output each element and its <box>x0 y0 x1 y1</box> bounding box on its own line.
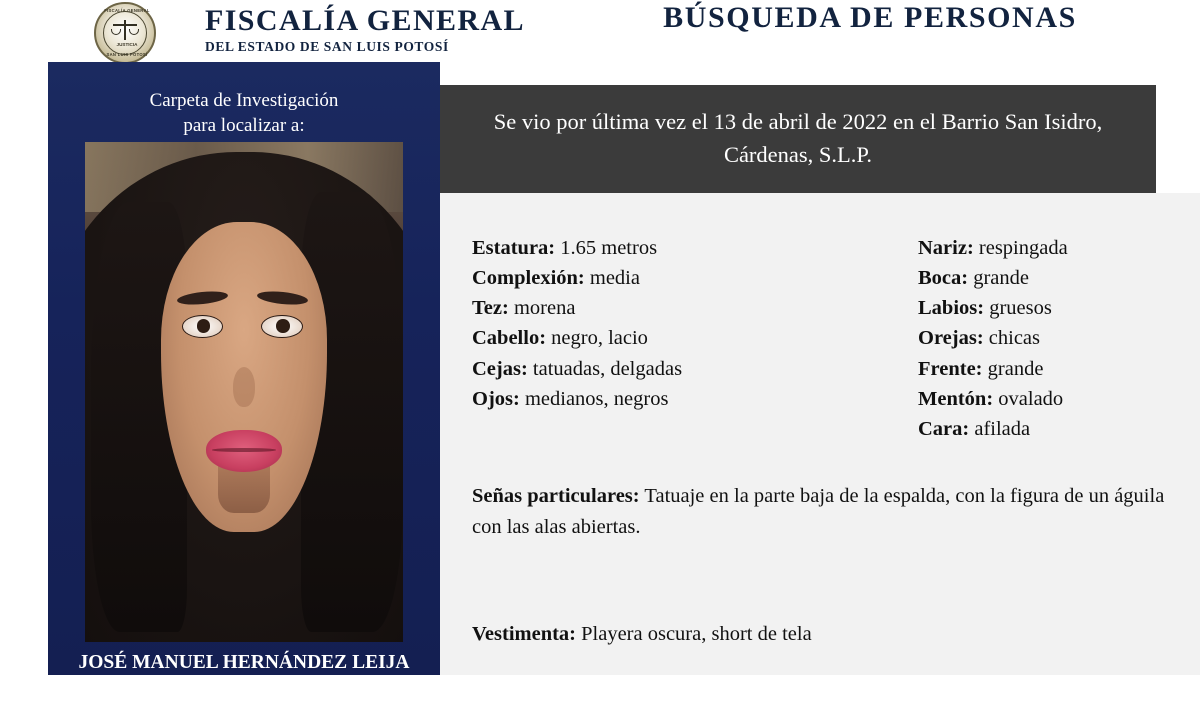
detail-value: morena <box>513 297 576 320</box>
detail-value: afilada <box>974 417 1031 440</box>
detail-row <box>472 354 802 384</box>
organization-subtitle: DEL ESTADO DE SAN LUIS POTOSÍ <box>205 39 449 54</box>
detail-key: Boca: <box>918 267 969 290</box>
seal-mid-text: JUSTICIA <box>116 42 138 47</box>
detail-row <box>472 323 802 353</box>
detail-key: Cabello: <box>472 327 547 350</box>
scales-of-justice-icon <box>112 20 138 42</box>
distinguishing-marks <box>472 481 1172 543</box>
detail-key: Mentón: <box>918 387 994 410</box>
detail-value: gruesos <box>989 297 1052 320</box>
detail-row <box>918 323 1200 353</box>
details-panel <box>440 193 1200 675</box>
detail-value: chicas <box>988 327 1041 350</box>
detail-row <box>918 263 1200 293</box>
detail-row <box>918 414 1200 444</box>
fiscalia-seal-icon <box>68 2 186 64</box>
details-column-left <box>472 233 802 414</box>
detail-value: 1.65 metros <box>560 237 658 259</box>
clothing <box>472 623 1172 646</box>
page-header <box>0 0 1200 62</box>
detail-value: grande <box>987 357 1044 380</box>
last-seen-text: Se vio por última vez el 13 de abril de 2022 en el Barrio San Isidro, Cárdenas, S.L.P. <box>493 109 1103 167</box>
distinguishing-marks-value: Tatuaje en la parte baja de la espalda, con la figura de un águila con las alas abiertas. <box>472 485 1165 538</box>
detail-key: Orejas: <box>918 327 984 350</box>
detail-value: tatuadas, delgadas <box>532 357 683 380</box>
case-file-line-2: para localizar a: <box>183 115 305 136</box>
clothing-label: Vestimenta: <box>472 623 577 645</box>
detail-key: Cejas: <box>472 357 528 380</box>
detail-row <box>918 233 1200 263</box>
detail-key: Nariz: <box>918 237 974 259</box>
seal-bottom-text: SAN LUIS POTOSÍ <box>106 52 148 57</box>
detail-row <box>918 384 1200 414</box>
organization-block <box>205 6 525 55</box>
detail-key: Complexión: <box>472 267 585 290</box>
detail-row <box>472 293 802 323</box>
detail-key: Frente: <box>918 357 983 380</box>
missing-person-photo <box>85 142 403 642</box>
banner-title: BÚSQUEDA DE PERSONAS <box>663 1 1077 34</box>
distinguishing-marks-label: Señas particulares: <box>472 485 640 507</box>
detail-key: Tez: <box>472 297 509 320</box>
detail-value: respingada <box>978 237 1068 259</box>
organization-title: FISCALÍA GENERAL <box>205 4 525 37</box>
detail-value: medianos, negros <box>524 387 669 410</box>
detail-value: ovalado <box>998 387 1064 410</box>
detail-value: media <box>589 267 640 290</box>
detail-key: Labios: <box>918 297 985 320</box>
detail-key: Cara: <box>918 417 970 440</box>
missing-person-name: JOSÉ MANUEL HERNÁNDEZ LEIJA con identidad de género femenina, que se identifica <box>73 652 415 725</box>
detail-row <box>918 293 1200 323</box>
detail-row <box>918 354 1200 384</box>
detail-row <box>472 384 802 414</box>
seal-top-text: FISCALÍA GENERAL <box>104 8 150 13</box>
detail-value: grande <box>973 267 1030 290</box>
detail-row <box>472 233 802 263</box>
detail-row <box>472 263 802 293</box>
case-file-line-1: Carpeta de Investigación <box>149 90 339 111</box>
details-column-right <box>918 233 1200 444</box>
clothing-value: Playera oscura, short de tela <box>581 623 812 645</box>
left-blue-panel <box>48 62 440 725</box>
detail-key: Ojos: <box>472 387 520 410</box>
detail-key: Estatura: <box>472 237 556 259</box>
detail-value: negro, lacio <box>551 327 648 350</box>
last-seen-bar <box>440 85 1156 193</box>
